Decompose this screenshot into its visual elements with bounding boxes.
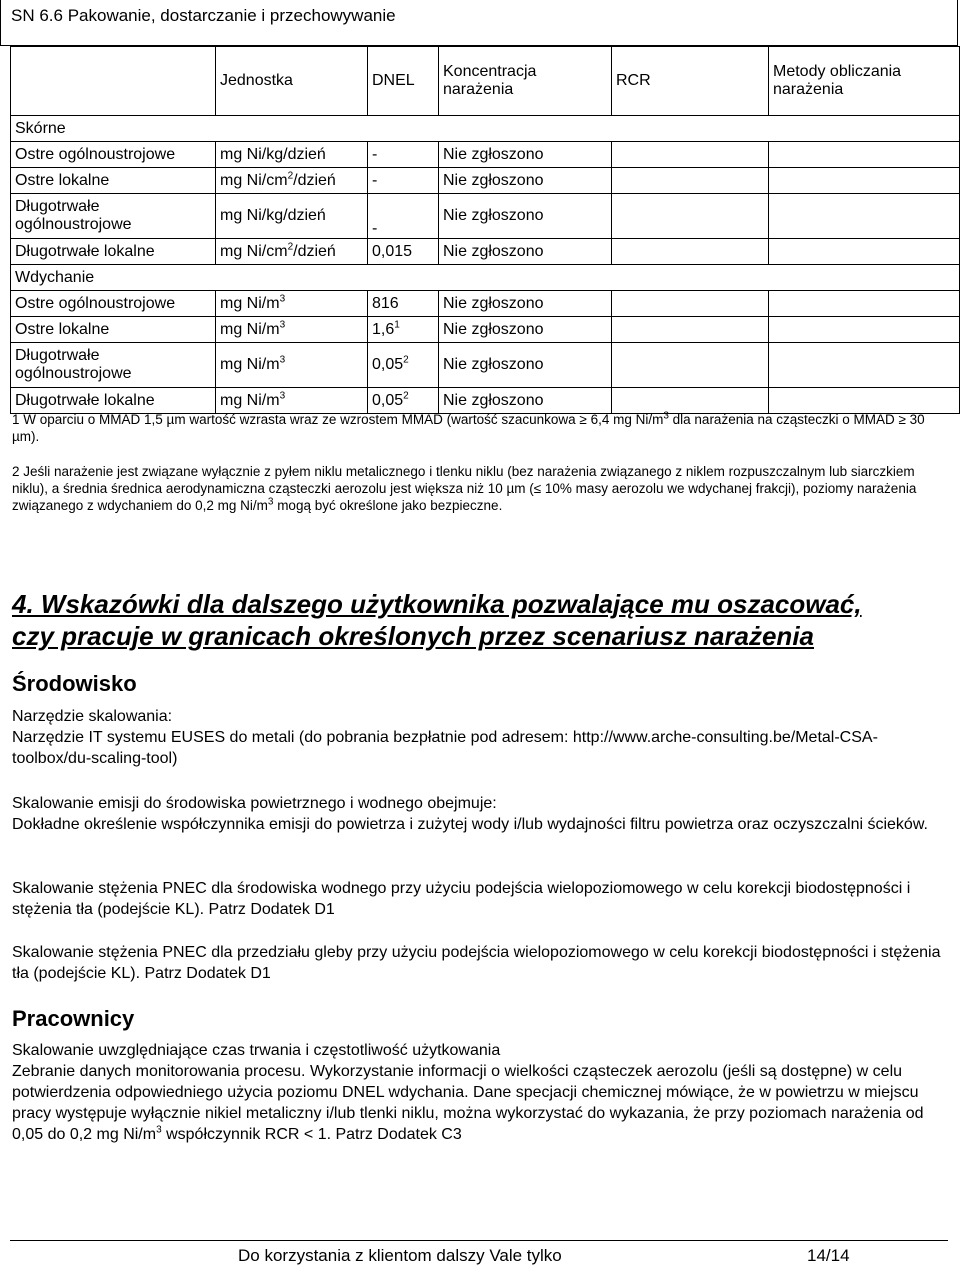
row-conc: Nie zgłoszono (439, 317, 612, 343)
group-label: Wdychanie (11, 265, 769, 291)
header-dnel: DNEL (368, 47, 439, 116)
row-dnel: - (368, 142, 439, 168)
row-unit: mg $Ni/m^3$ (216, 317, 368, 343)
row-rcr (612, 239, 769, 265)
table-row (11, 343, 960, 388)
row-name: Ostre lokalne (11, 317, 216, 343)
footnote-2: 2 Jeśli narażenie jest związane wyłącznie z pyłem niklu metalicznego i tlenku niklu (bez narażenia związanego z niklem rozpuszczalnym lub siarczkiem niklu), a średnia średnica aerodynamiczna cząsteczki aerozolu jest większa niż 10 µm (≤ 10% masy aerozolu we wdychanej frakcji), poziomy narażenia związanego z wdychaniem do 0,2 mg $Ni/m^3$ mogą być określone jako bezpieczne. (12, 464, 917, 513)
env-paragraph-1: Narzędzie skalowania: Narzędzie IT systemu EUSES do metali (do pobrania bezpłatnie pod adresem: http://www.arche-consulting.be/Metal-CSA-toolbox/du-scaling-tool) (12, 708, 878, 767)
row-name: Ostre lokalne (11, 168, 216, 194)
row-dnel: - (368, 168, 439, 194)
table-row (11, 142, 960, 168)
row-dnel: 0,015 (368, 239, 439, 265)
table-row (11, 291, 960, 317)
row-method (769, 142, 960, 168)
row-name: Długotrwałe lokalne (11, 388, 216, 414)
page-number: 14/14 (807, 1246, 850, 1265)
footnote-1: 1 W oparciu o MMAD 1,5 µm wartość wzrasta wraz ze wzrostem MMAD (wartość szacunkowa ≥ 6,4 mg $Ni/m^3$ dla narażenia na cząsteczki o MMAD ≥ 30 µm). (12, 410, 925, 444)
row-conc: Nie zgłoszono (439, 142, 612, 168)
table-row (11, 388, 960, 414)
table-row (11, 194, 960, 239)
row-dnel: - (368, 194, 439, 239)
row-rcr (612, 388, 769, 414)
row-rcr (612, 317, 769, 343)
group-label: Skórne (11, 116, 769, 142)
section-title: SN 6.6 Pakowanie, dostarczanie i przechowywanie (11, 6, 396, 25)
section-4-title: 4. Wskazówki dla dalszego użytkownika pozwalające mu oszacować, czy pracuje w granicach określonych przez scenariusz narażenia (12, 589, 862, 651)
row-conc: Nie zgłoszono (439, 291, 612, 317)
header-empty (11, 47, 216, 116)
workers-paragraph-1: Skalowanie uwzględniające czas trwania i częstotliwość użytkowania (12, 1042, 501, 1059)
row-name: Ostre ogólnoustrojowe (11, 291, 216, 317)
row-rcr (612, 291, 769, 317)
row-conc: Nie zgłoszono (439, 239, 612, 265)
table-row (11, 116, 960, 142)
workers-paragraph-2: Zebranie danych monitorowania procesu. Wykorzystanie informacji o wielkości cząsteczek aerozolu (jeśli są dostępne) w celu potwierdzenia odpowiedniego użycia poziomu DNEL wdychania. Dane specjacji chemicznej mówiące, że w powietrzu w miejscu pracy występuje wyłącznie nikiel metaliczny i/lub tlenki niklu, można wykorzystać do wykazania, że przy poziomach narażenia od 0,05 do 0,2 mg $Ni/m^3$ współczynnik RCR < 1. Patrz Dodatek C3 (12, 1063, 924, 1143)
row-dnel: 0,05$^2$ (368, 388, 439, 414)
row-method (769, 194, 960, 239)
row-dnel: $1,6^1$ (368, 317, 439, 343)
row-unit: mg $Ni/m^3$ (216, 291, 368, 317)
row-conc: Nie zgłoszono (439, 343, 612, 388)
table-row (11, 168, 960, 194)
table-row (11, 239, 960, 265)
row-unit: mg $Ni/m^3$ (216, 343, 368, 388)
header-unit: Jednostka (216, 47, 368, 116)
footer-left: Do korzystania z klientom dalszy Vale tylko (238, 1246, 562, 1265)
row-conc: Nie zgłoszono (439, 388, 612, 414)
row-unit: mg Ni/kg/dzień (216, 194, 368, 239)
row-method (769, 388, 960, 414)
row-name: Ostre ogólnoustrojowe (11, 142, 216, 168)
section-header (0, 0, 958, 46)
header-method: Metody obliczania narażenia (769, 47, 960, 116)
env-paragraph-3: Skalowanie stężenia PNEC dla środowiska wodnego przy użyciu podejścia wielopoziomowego w celu korekcji biodostępności i stężenia tła (podejście KL). Patrz Dodatek D1 (12, 880, 911, 918)
row-method (769, 317, 960, 343)
row-rcr (612, 194, 769, 239)
row-conc: Nie zgłoszono (439, 194, 612, 239)
dnel-table (10, 46, 960, 414)
row-method (769, 239, 960, 265)
workers-heading: Pracownicy (12, 1006, 135, 1031)
row-unit: mg $Ni/cm^2$/dzień (216, 168, 368, 194)
row-method (769, 291, 960, 317)
row-method (769, 343, 960, 388)
header-conc: Koncentracja narażenia (439, 47, 612, 116)
row-rcr (612, 168, 769, 194)
page-footer (10, 1240, 948, 1265)
row-conc: Nie zgłoszono (439, 168, 612, 194)
row-name: Długotrwałe lokalne (11, 239, 216, 265)
row-method (769, 168, 960, 194)
row-unit: mg $Ni/m^3$ (216, 388, 368, 414)
table-row (11, 265, 960, 291)
env-paragraph-4: Skalowanie stężenia PNEC dla przedziału gleby przy użyciu podejścia wielopoziomowego w celu korekcji biodostępności i stężenia tła (podejście KL). Patrz Dodatek D1 (12, 944, 941, 982)
row-unit: mg $Ni/cm^2$/dzień (216, 239, 368, 265)
environment-heading: Środowisko (12, 671, 137, 696)
row-unit: mg Ni/kg/dzień (216, 142, 368, 168)
table-row (11, 317, 960, 343)
table-header-row (11, 47, 960, 116)
env-paragraph-2: Skalowanie emisji do środowiska powietrznego i wodnego obejmuje: Dokładne określenie współczynnika emisji do powietrza i zużytej wody i/lub wydajności filtru powietrza oraz oczyszczalni ścieków. (12, 795, 928, 833)
row-rcr (612, 343, 769, 388)
row-rcr (612, 142, 769, 168)
row-dnel: 0,05$^2$ (368, 343, 439, 388)
row-dnel: 816 (368, 291, 439, 317)
row-name: Długotrwałe ogólnoustrojowe (11, 194, 216, 239)
header-rcr: RCR (612, 47, 769, 116)
row-name: Długotrwałe ogólnoustrojowe (11, 343, 216, 388)
